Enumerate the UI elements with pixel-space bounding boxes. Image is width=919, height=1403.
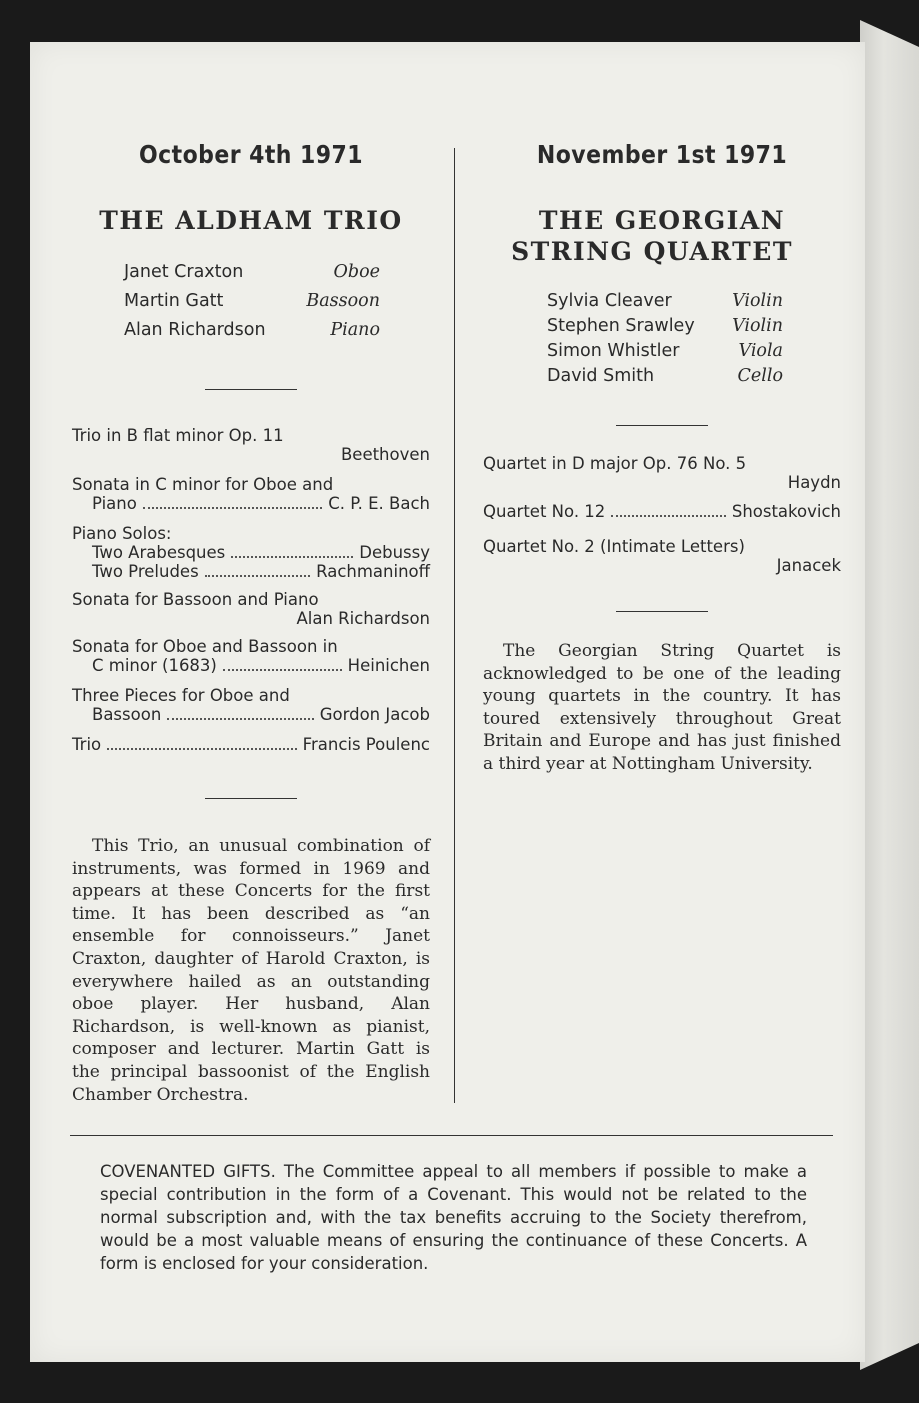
dotted-line: [72, 656, 430, 675]
work-title: Piano Solos:: [72, 524, 172, 543]
programme-item: [72, 524, 430, 581]
programme-item: [72, 686, 430, 724]
dotted-line: [72, 562, 430, 581]
member-list: [72, 258, 430, 345]
member-instrument: Violin: [732, 291, 783, 311]
programme-item: [72, 590, 430, 628]
description-text: The Georgian String Quartet is acknowledged to be one of the leading young quartets in the country. It has toured extensively throughout Great Britain and Europe and has just finished a third year at Nottingham University.: [483, 641, 841, 774]
member-list: [483, 289, 841, 389]
member-row: [547, 339, 783, 364]
leader-dots: [231, 556, 353, 558]
member-name: Martin Gatt: [124, 291, 224, 311]
member-name: Janet Craxton: [124, 262, 244, 282]
composer: Gordon Jacob: [319, 705, 430, 724]
member-instrument: Piano: [330, 320, 380, 340]
composer: Debussy: [359, 543, 430, 562]
work-title-cont: Two Arabesques: [92, 543, 226, 562]
concert-date: November 1st 1971: [536, 140, 788, 169]
member-name: Simon Whistler: [547, 341, 680, 361]
programme: [483, 454, 841, 575]
dotted-line: [483, 502, 841, 521]
work-title: Sonata for Bassoon and Piano: [72, 590, 319, 609]
programme-item: [72, 637, 430, 675]
ensemble-title-line: STRING QUARTET: [511, 237, 793, 266]
composer: Heinichen: [347, 656, 430, 675]
member-row: [124, 258, 380, 287]
member-instrument: Oboe: [333, 262, 380, 282]
work-title: Quartet No. 12: [483, 502, 606, 521]
footer-divider: [70, 1135, 833, 1136]
member-instrument: Viola: [738, 341, 783, 361]
composer: Haydn: [787, 473, 841, 492]
member-name: David Smith: [547, 366, 655, 386]
composer: Rachmaninoff: [316, 562, 430, 581]
work-title-cont: Bassoon: [92, 705, 162, 724]
composer: Alan Richardson: [296, 609, 430, 628]
programme-item: [483, 537, 841, 575]
programme-item: [72, 475, 430, 513]
work-title: Trio: [72, 735, 102, 754]
work-title: Sonata in C minor for Oboe and: [72, 475, 334, 494]
ensemble-title-line: THE GEORGIAN: [538, 206, 786, 235]
composer: Francis Poulenc: [302, 735, 430, 754]
dotted-line: [72, 735, 430, 754]
member-name: Sylvia Cleaver: [547, 291, 672, 311]
leader-dots: [205, 575, 310, 577]
member-instrument: Violin: [732, 316, 783, 336]
composer: C. P. E. Bach: [328, 494, 430, 513]
dotted-line: [72, 705, 430, 724]
member-name: Stephen Srawley: [547, 316, 695, 336]
dotted-line: [72, 494, 430, 513]
left-column: [72, 140, 430, 1106]
column-divider: [454, 148, 455, 1103]
work-title: Quartet No. 2 (Intimate Letters): [483, 537, 745, 556]
page-edge: [860, 20, 919, 1370]
member-row: [547, 289, 783, 314]
composer: Beethoven: [340, 445, 430, 464]
leader-dots: [167, 718, 313, 720]
member-name: Alan Richardson: [124, 320, 266, 340]
work-title: Quartet in D major Op. 76 No. 5: [483, 454, 747, 473]
ensemble-description: [483, 640, 841, 776]
member-row: [124, 316, 380, 345]
composer: Shostakovich: [731, 502, 841, 521]
programme: [72, 426, 430, 754]
programme-item: [72, 426, 430, 464]
member-row: [547, 314, 783, 339]
ensemble-description: [72, 835, 430, 1106]
work-title: Three Pieces for Oboe and: [72, 686, 290, 705]
programme-item: [483, 454, 841, 492]
member-row: [124, 287, 380, 316]
member-row: [547, 364, 783, 389]
covenant-notice: COVENANTED GIFTS. The Committee appeal to all members if possible to make a special contribution in the form of a Covenant. This would not be related to the normal subscription and, with the tax benefits accruing to the Society therefrom, would be a most valuable means of ensuring the continuance of these Concerts. A form is enclosed for your consideration.: [100, 1162, 807, 1273]
leader-dots: [107, 748, 297, 750]
programme-item: [72, 735, 430, 754]
right-column: [483, 140, 841, 776]
leader-dots: [611, 515, 726, 517]
member-instrument: Cello: [737, 366, 783, 386]
work-title-cont: C minor (1683): [92, 656, 217, 675]
description-text: This Trio, an unusual combination of instruments, was formed in 1969 and appears at these Concerts for the first time. It has been described as “an ensemble for connoisseurs.” Janet Craxton, daughter of Harold Craxton, is everywhere hailed as an outstanding oboe player. Her husband, Alan Richardson, is well-known as pianist, composer and lecturer. Martin Gatt is the principal bassoonist of the English Chamber Orchestra.: [72, 836, 430, 1105]
leader-dots: [143, 507, 322, 509]
ensemble-title: THE ALDHAM TRIO: [99, 206, 403, 235]
composer: Janacek: [776, 556, 841, 575]
work-title-cont: Piano: [92, 494, 137, 513]
work-title: Sonata for Oboe and Bassoon in: [72, 637, 338, 656]
member-instrument: Bassoon: [306, 291, 380, 311]
concert-date: October 4th 1971: [139, 140, 363, 169]
dotted-line: [72, 543, 430, 562]
leader-dots: [223, 669, 342, 671]
work-title-cont: Two Preludes: [92, 562, 199, 581]
work-title: Trio in B flat minor Op. 11: [72, 426, 284, 445]
ensemble-title: [483, 205, 841, 267]
programme-item: [483, 502, 841, 521]
